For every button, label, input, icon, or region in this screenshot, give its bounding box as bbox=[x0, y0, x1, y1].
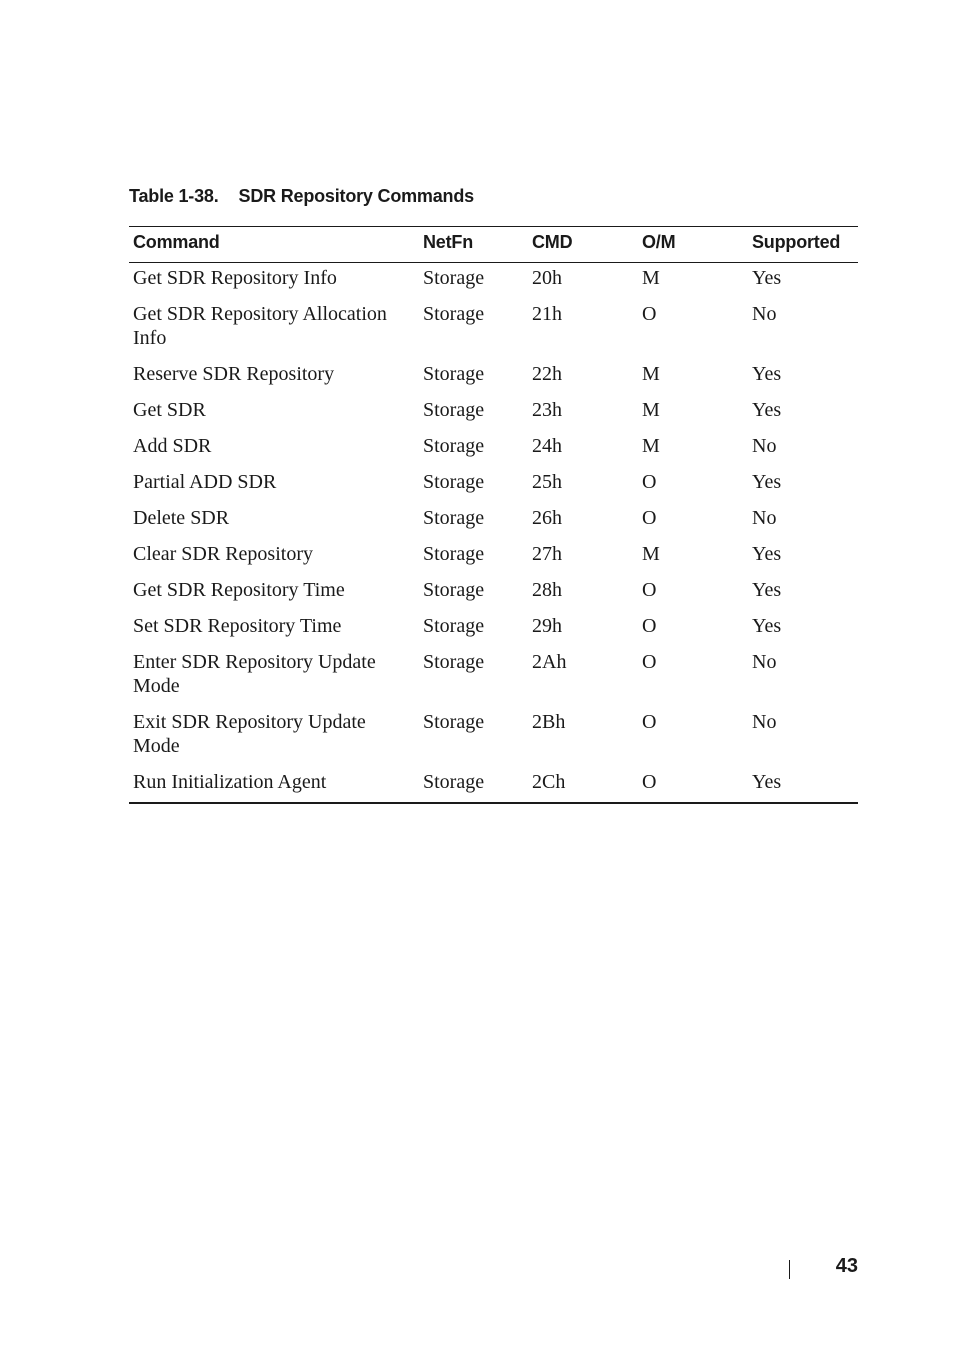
cell-netfn: Storage bbox=[423, 435, 485, 457]
table-row bbox=[129, 263, 858, 299]
cell-cmd: 21h bbox=[532, 303, 562, 325]
cell-netfn: Storage bbox=[423, 771, 485, 793]
table-title: SDR Repository Commands bbox=[238, 186, 474, 206]
cell-command: Get SDR Repository Allocation Info bbox=[133, 303, 387, 349]
cell-command: Enter SDR Repository Update Mode bbox=[133, 651, 376, 697]
table-row bbox=[129, 358, 858, 394]
cell-om: O bbox=[642, 579, 657, 601]
cell-supported: No bbox=[752, 651, 777, 673]
table-row bbox=[129, 538, 858, 574]
page-number: 43 bbox=[835, 1255, 858, 1277]
cell-netfn: Storage bbox=[423, 399, 485, 421]
cell-command: Clear SDR Repository bbox=[133, 543, 313, 565]
cell-supported: Yes bbox=[752, 771, 782, 793]
cell-om: O bbox=[642, 651, 657, 673]
cell-om: M bbox=[642, 543, 660, 565]
cell-netfn: Storage bbox=[423, 579, 485, 601]
cell-supported: Yes bbox=[752, 471, 782, 493]
column-header-supported: Supported bbox=[752, 232, 841, 252]
cell-netfn: Storage bbox=[423, 471, 485, 493]
table-header-row bbox=[129, 227, 858, 263]
table-caption bbox=[129, 186, 474, 207]
table-row bbox=[129, 430, 858, 466]
cell-om: O bbox=[642, 711, 657, 733]
sdr-repository-commands-table bbox=[129, 226, 858, 804]
cell-netfn: Storage bbox=[423, 651, 485, 673]
table-row bbox=[129, 646, 858, 706]
table-row bbox=[129, 766, 858, 803]
cell-supported: Yes bbox=[752, 399, 782, 421]
cell-cmd: 29h bbox=[532, 615, 562, 637]
cell-om: M bbox=[642, 399, 660, 421]
column-header-om: O/M bbox=[642, 232, 676, 252]
cell-netfn: Storage bbox=[423, 543, 485, 565]
cell-supported: Yes bbox=[752, 615, 782, 637]
cell-om: O bbox=[642, 507, 657, 529]
footer-divider bbox=[789, 1260, 790, 1279]
page-footer bbox=[780, 1255, 858, 1283]
cell-netfn: Storage bbox=[423, 363, 485, 385]
cell-om: O bbox=[642, 771, 657, 793]
cell-command: Partial ADD SDR bbox=[133, 471, 277, 493]
cell-supported: No bbox=[752, 711, 777, 733]
cell-netfn: Storage bbox=[423, 507, 485, 529]
cell-supported: Yes bbox=[752, 363, 782, 385]
table-row bbox=[129, 466, 858, 502]
cell-supported: Yes bbox=[752, 543, 782, 565]
cell-cmd: 22h bbox=[532, 363, 562, 385]
column-header-command: Command bbox=[133, 232, 220, 252]
cell-command: Exit SDR Repository Update Mode bbox=[133, 711, 366, 757]
cell-netfn: Storage bbox=[423, 267, 485, 289]
cell-cmd: 2Bh bbox=[532, 711, 566, 733]
cell-command: Reserve SDR Repository bbox=[133, 363, 335, 385]
cell-supported: No bbox=[752, 507, 777, 529]
cell-command: Get SDR bbox=[133, 399, 206, 421]
table-row bbox=[129, 574, 858, 610]
cell-om: O bbox=[642, 303, 657, 325]
cell-cmd: 23h bbox=[532, 399, 562, 421]
cell-supported: No bbox=[752, 435, 777, 457]
cell-cmd: 26h bbox=[532, 507, 562, 529]
cell-om: M bbox=[642, 267, 660, 289]
cell-command: Run Initialization Agent bbox=[133, 771, 327, 793]
cell-om: O bbox=[642, 615, 657, 637]
table-row bbox=[129, 298, 858, 358]
table-row bbox=[129, 610, 858, 646]
cell-supported: Yes bbox=[752, 267, 782, 289]
table-row bbox=[129, 394, 858, 430]
cell-command: Set SDR Repository Time bbox=[133, 615, 342, 637]
cell-supported: Yes bbox=[752, 579, 782, 601]
cell-om: M bbox=[642, 435, 660, 457]
cell-cmd: 27h bbox=[532, 543, 562, 565]
cell-command: Get SDR Repository Time bbox=[133, 579, 345, 601]
column-header-netfn: NetFn bbox=[423, 232, 473, 252]
cell-om: M bbox=[642, 363, 660, 385]
cell-command: Get SDR Repository Info bbox=[133, 267, 337, 289]
cell-command: Add SDR bbox=[133, 435, 212, 457]
cell-command: Delete SDR bbox=[133, 507, 230, 529]
cell-cmd: 25h bbox=[532, 471, 562, 493]
column-header-cmd: CMD bbox=[532, 232, 573, 252]
cell-netfn: Storage bbox=[423, 711, 485, 733]
cell-cmd: 24h bbox=[532, 435, 562, 457]
cell-supported: No bbox=[752, 303, 777, 325]
cell-netfn: Storage bbox=[423, 303, 485, 325]
table-row bbox=[129, 502, 858, 538]
cell-cmd: 2Ch bbox=[532, 771, 566, 793]
cell-cmd: 2Ah bbox=[532, 651, 567, 673]
cell-om: O bbox=[642, 471, 657, 493]
cell-cmd: 20h bbox=[532, 267, 562, 289]
cell-netfn: Storage bbox=[423, 615, 485, 637]
table-label: Table 1-38. bbox=[129, 186, 219, 206]
cell-cmd: 28h bbox=[532, 579, 562, 601]
table-row bbox=[129, 706, 858, 766]
